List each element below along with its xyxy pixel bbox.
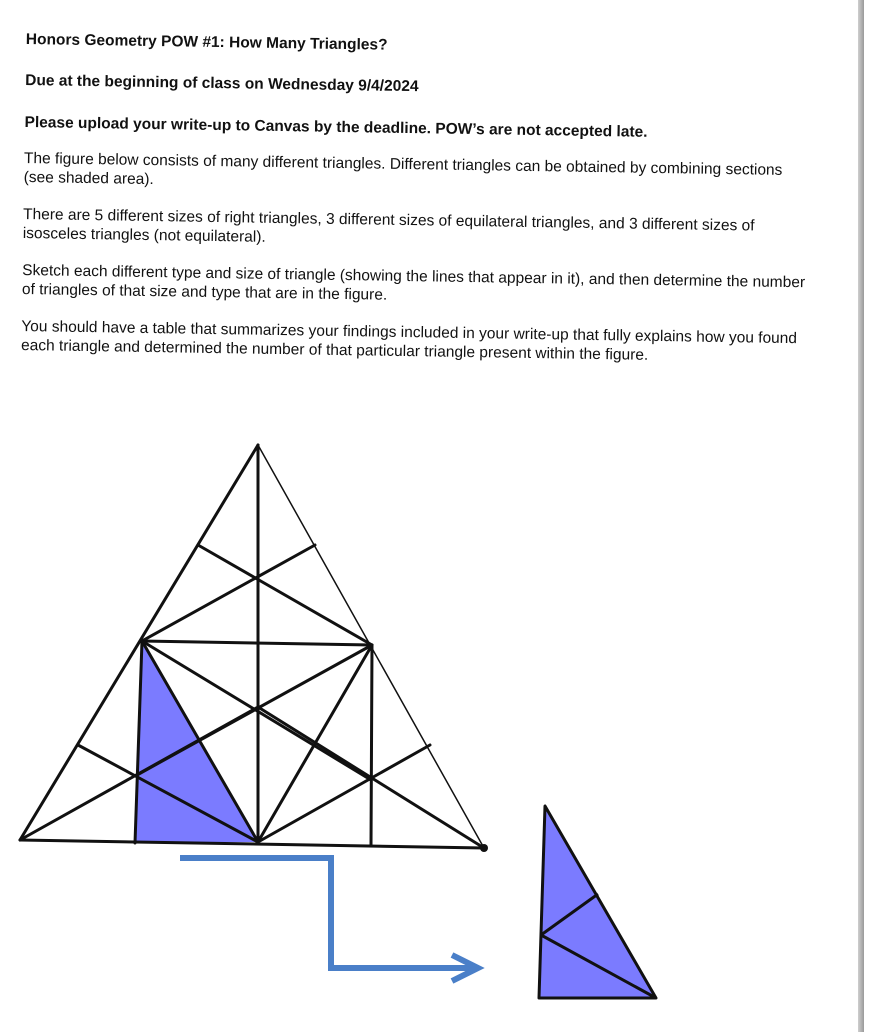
upload-instructions: Please upload your write-up to Canvas by the deadline. POW’s are not accepted late. [24, 113, 648, 141]
scan-page-edge [858, 0, 864, 1032]
triangle-lines [20, 445, 484, 848]
paragraph-sketch-instructions: Sketch each different type and size of triangle (showing the lines that appear in it), and then determine the number of triangles of that size and type that are in the figure. [21, 261, 806, 304]
right-vertical-line [371, 645, 372, 846]
paragraph-figure-description: The figure below consists of many different triangles. Different triangles can be obtained by combining sections (see shaded area). [23, 149, 783, 189]
due-date: Due at the beginning of class on Wednesday 9/4/2024 [25, 71, 419, 96]
extracted-triangle [539, 806, 656, 998]
corner-dot [480, 844, 488, 852]
worksheet-title: Honors Geometry POW #1: How Many Triangles? [25, 30, 388, 54]
paragraph-table-instructions: You should have a table that summarizes your findings included in your write-up that fully explains how you found each triangle and determined the number of that particular triangle present within the figure. [20, 317, 798, 364]
mid-horizontal-line [142, 641, 372, 645]
arrow-path [180, 858, 478, 968]
arrow-connector [180, 858, 478, 981]
paragraph-triangle-types: There are 5 different sizes of right triangles, 3 different sizes of equilateral triangles, and 3 different sizes of isosceles triangles (not equilateral). [22, 205, 755, 246]
